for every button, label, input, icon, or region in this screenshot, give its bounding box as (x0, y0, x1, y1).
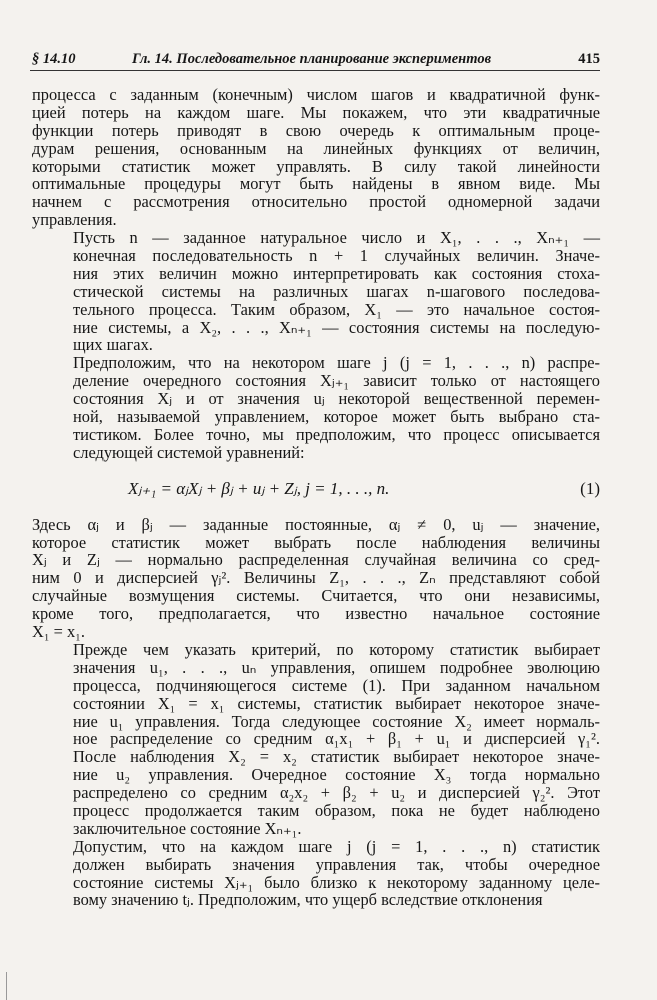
chapter-title: Гл. 14. Последовательное планирование экспериментов (132, 51, 492, 67)
paragraph (32, 641, 600, 838)
paragraphs-before-equation (32, 86, 600, 462)
text-line: значения u₁, . . ., uₙ управления, опишем подробнее эволюцию (73, 657, 600, 677)
text-line: стической системы на различных шагах n-шагового последова- (73, 281, 600, 301)
text-line: функции потерь приводят в свою очередь к оптимальным проце- (32, 120, 600, 140)
section-number: § 14.10 (32, 51, 76, 67)
text-line: Xⱼ и Zⱼ — нормально распределенная случайная величина со сред- (32, 550, 600, 570)
text-line: начнем с рассмотрения относительно простой одномерной задачи (32, 192, 600, 212)
header-rule (30, 70, 600, 71)
text-line: деление очередного состояния Xⱼ₊₁ зависит только от настоящего (73, 371, 600, 391)
page-number: 415 (578, 51, 600, 67)
text-line: следующей системой уравнений: (73, 442, 305, 462)
paragraphs-after-equation (32, 516, 600, 910)
paragraph (32, 516, 600, 641)
text-line: оптимальные процедуры могут быть найдены в явном виде. Мы (32, 174, 600, 194)
equation-1 (32, 468, 600, 512)
text-line: Допустим, что на каждом шаге j (j = 1, . . ., n) статистик (73, 836, 600, 856)
text-line: ное распределение со средним α₁x₁ + β₁ + u₁ и дисперсией γ₁². (73, 729, 600, 749)
text-line: Здесь αⱼ и βⱼ — заданные постоянные, αⱼ ≠ 0, uⱼ — значение, (32, 514, 600, 534)
text-line: Прежде чем указать критерий, по которому статистик выбирает (73, 639, 600, 659)
text-line: тистиком. Более точно, мы предположим, что процесс описывается (73, 424, 600, 444)
equation-number: (1) (580, 478, 600, 498)
text-line: щих шагах. (73, 335, 153, 355)
text-line: которыми статистик может управлять. В силу такой линейности (32, 156, 600, 176)
main-text (32, 86, 600, 909)
text-line: дурам решения, основанным на линейных функциях от величин, (32, 138, 600, 158)
text-line: ним 0 и дисперсией γⱼ². Величины Z₁, . . ., Zₙ представляют собой (32, 568, 600, 588)
paragraph (32, 86, 600, 229)
text-line: Предположим, что на некотором шаге j (j = 1, . . ., n) распре- (73, 353, 600, 373)
text-line: должен выбирать значения управления так, чтобы очередное (73, 854, 600, 874)
text-line: Пусть n — заданное натуральное число и X₁, . . ., Xₙ₊₁ — (73, 228, 600, 248)
text-line: которое статистик может выбрать после наблюдения величины (32, 532, 600, 552)
text-line: состояния Xⱼ и от значения uⱼ некоторой вещественной перемен- (73, 389, 600, 409)
text-line: кроме того, предполагается, что известно начальное состояние (32, 604, 600, 624)
text-line: заключительное состояние Xₙ₊₁. (73, 818, 302, 838)
text-line: После наблюдения X₂ = x₂ статистик выбирает некоторое значе- (73, 747, 600, 767)
text-line: процесса с заданным (конечным) числом шагов и квадратичной функ- (32, 85, 600, 104)
text-line: ния этих величин можно интерпретировать как состояния стоха- (73, 263, 600, 283)
text-line: управления. (32, 210, 117, 230)
paragraph (32, 229, 600, 354)
text-line: процесс продолжается таким образом, пока не будет наблюдено (73, 800, 600, 820)
text-line: распределено со средним α₂x₂ + β₂ + u₂ и дисперсией γ₂². Этот (73, 783, 600, 803)
text-line: ние u₂ управления. Очередное состояние X₃ тогда нормально (73, 765, 600, 785)
paragraph (32, 354, 600, 461)
text-line: процесса, подчиняющегося системе (1). При заданном начальном (73, 675, 600, 695)
text-line: тельного процесса. Таким образом, X₁ — это начальное состоя- (73, 299, 600, 319)
scan-margin-mark (6, 972, 7, 1000)
text-line: цией потерь на каждом шаге. Мы покажем, что эти квадратичные (32, 102, 600, 122)
paragraph (32, 838, 600, 910)
text-line: вому значению tⱼ. Предположим, что ущерб вследствие отклонения (73, 890, 543, 910)
text-line: состоянии X₁ = x₁ системы, статистик выбирает некоторое значе- (73, 693, 600, 713)
text-line: случайные возмущения системы. Считается, что они независимы, (32, 586, 600, 606)
text-line: ние системы, а X₂, . . ., Xₙ₊₁ — состояния системы на последую- (73, 317, 600, 337)
text-line: X₁ = x₁. (32, 622, 85, 642)
text-line: состояние системы Xⱼ₊₁ было близко к некоторому заданному целе- (73, 872, 600, 892)
equation-formula: Xⱼ₊₁ = αⱼXⱼ + βⱼ + uⱼ + Zⱼ, j = 1, . . ., n. (128, 478, 390, 498)
text-line: ние u₁ управления. Тогда следующее состояние X₂ имеет нормаль- (73, 711, 600, 731)
text-line: конечная последовательность n + 1 случайных величин. Значе- (73, 246, 600, 266)
text-line: ной, называемой управлением, которое может быть выбрано ста- (73, 407, 600, 427)
